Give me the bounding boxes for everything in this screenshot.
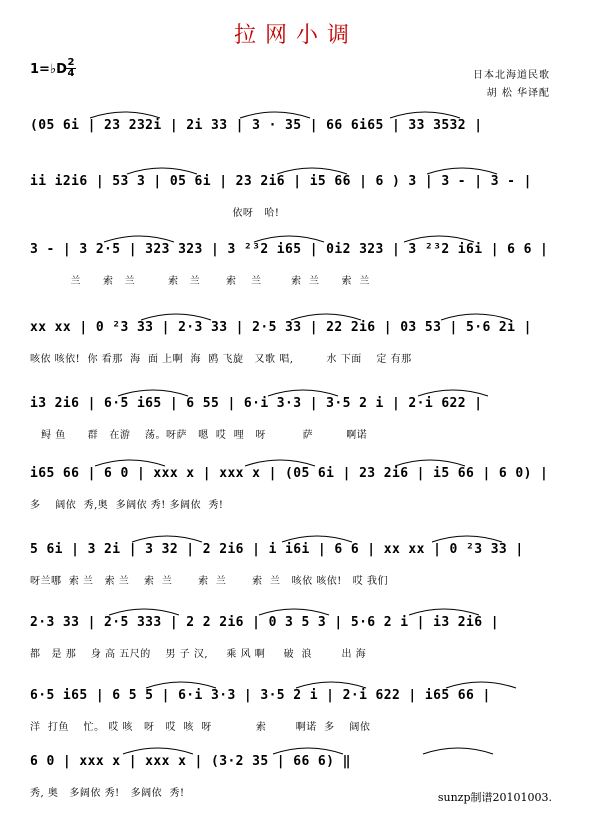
notation-line: 5 6i | 3 2i | 3 32 | 2 2i6 | i i6i | 6 6 | xx xx | 0 ²3 33 | [30,542,524,557]
notation-line: xx xx | 0 ²3 33 | 2·3 33 | 2·5 33 | 22 2i6 | 03 53 | 5·6 2i | [30,320,532,335]
notation-line: 6 0 | xxx x | xxx x | (3·2 35 | 66 6) ‖ [30,754,351,769]
song-arranger: 胡 松 华译配 [486,88,550,99]
key-signature: 1=♭D [30,62,67,77]
notation-line: ii i2i6 | 53 3 | 05 6i | 23 2i6 | i5 66 | 6 ) 3 | 3 - | 3 - | [30,174,532,189]
transcriber-signature: sunzp制谱20101003. [437,791,552,804]
notation-line: i65 66 | 6 0 | xxx x | xxx x | (05 6i | 23 2i6 | i5 66 | 6 0) | [30,466,549,481]
lyric-line: 咳依 咳依! 你 看那 海 面 上啊 海 鸥 飞旋 又歌 唱, 水 下面 定 有那 [30,354,412,365]
notation-line: (05 6i | 23 232i | 2i 33 | 3 · 35 | 66 6i65 | 33 3532 | [30,118,483,133]
lyric-line: 呀兰哪 索 兰 索 兰 索 兰 索 兰 索 兰 咳依 咳依! 哎 我们 [30,576,388,587]
meter-top: 2 [67,57,75,68]
time-signature [66,58,76,79]
notation-line: 3 - | 3 2·5 | 323 323 | 3 ²³2 i65 | 0i2 323 | 3 ²³2 i6i | 6 6 | [30,242,549,257]
lyric-line: 洋 打鱼 忙。 哎 咳 呀 哎 咳 呀 索 啊诺 多 阔依 [30,722,371,733]
lyric-line: 秀, 奥 多阔依 秀! 多阔依 秀! [30,788,185,799]
lyric-line: 依呀 哈! [30,208,280,219]
lyric-line: 鲟 鱼 群 在游 荡。呀萨 嗯 哎 哩 呀 萨 啊诺 [30,430,368,441]
notation-line: i3 2i6 | 6·5 i65 | 6 55 | 6·i 3·3 | 3·5 2 i | 2·i 622 | [30,396,483,411]
notation-line: 2·3 33 | 2·5 333 | 2 2 2i6 | 0 3 5 3 | 5·6 2 i | i3 2i6 | [30,615,499,630]
lyric-line: 都 是 那 身 高 五尺的 男 子 汉, 乘 风 啊 破 浪 出 海 [30,649,367,660]
meter-bottom: 4 [67,68,75,79]
lyric-line: 多 阔依 秀,奥 多阔依 秀! 多阔依 秀! [30,500,224,511]
song-source: 日本北海道民歌 [473,70,550,81]
lyric-line: 兰 索 兰 索 兰 索 兰 索 兰 索 兰 [30,276,370,287]
song-title: 拉网小调 [233,23,358,48]
notation-line: 6·5 i65 | 6 5 5 | 6·i 3·3 | 3·5 2 i | 2·i 622 | i65 66 | [30,688,491,703]
